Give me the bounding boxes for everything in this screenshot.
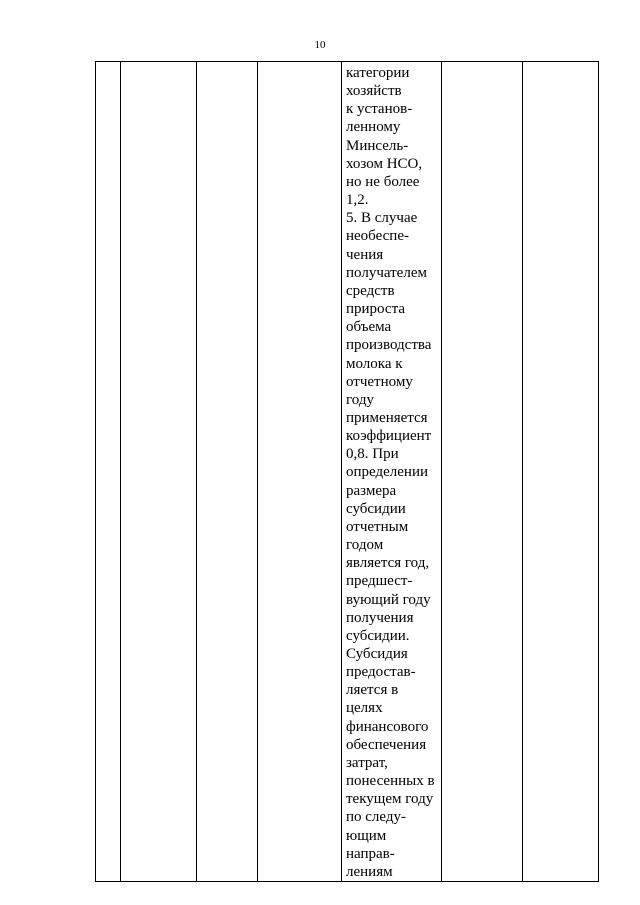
table-cell-col-7 bbox=[523, 62, 599, 882]
text-line: направ- bbox=[346, 845, 395, 862]
table-cell-col-4 bbox=[258, 62, 342, 882]
text-line: средств bbox=[346, 282, 395, 299]
table-cell-col-2 bbox=[121, 62, 197, 882]
text-line: хозом НСО, bbox=[346, 155, 423, 172]
text-line: производства bbox=[346, 337, 432, 354]
text-line: является год, bbox=[346, 555, 430, 572]
text-line: 0,8. При bbox=[346, 446, 399, 463]
page-number: 10 bbox=[314, 39, 326, 51]
text-line: субсидии bbox=[346, 500, 406, 517]
text-line: Минсель- bbox=[346, 137, 409, 154]
text-line: размера bbox=[346, 482, 397, 499]
text-line: затрат, bbox=[346, 754, 388, 771]
text-line: категории bbox=[346, 65, 410, 81]
text-line: чения bbox=[346, 246, 384, 263]
text-line: Субсидия bbox=[346, 646, 408, 662]
text-line: молока к bbox=[346, 355, 403, 372]
text-line: ющим bbox=[346, 827, 387, 844]
text-line: необеспе- bbox=[346, 228, 409, 245]
text-line: получателем bbox=[346, 264, 427, 281]
text-line: к установ- bbox=[346, 101, 413, 118]
text-line: обеспечения bbox=[346, 736, 427, 753]
text-line: 1,2. bbox=[346, 192, 369, 209]
text-line: предостав- bbox=[346, 664, 416, 681]
text-line: ленному bbox=[346, 119, 401, 136]
text-line: целях bbox=[346, 700, 383, 717]
text-line: годом bbox=[346, 537, 384, 554]
text-line: определении bbox=[346, 464, 429, 481]
text-line: вующий году bbox=[346, 591, 431, 608]
text-line: отчетным bbox=[346, 518, 409, 535]
text-line: году bbox=[346, 391, 374, 408]
text-line: применяется bbox=[346, 409, 428, 426]
condition-text bbox=[342, 62, 441, 881]
document-table bbox=[95, 61, 599, 882]
text-line: прироста bbox=[346, 301, 405, 318]
text-line: хозяйств bbox=[346, 83, 402, 100]
text-line: финансового bbox=[346, 718, 429, 735]
text-line: по следу- bbox=[346, 809, 407, 826]
text-line: отчетному bbox=[346, 373, 413, 390]
text-line: текущем году bbox=[346, 791, 434, 808]
text-line: ляется в bbox=[346, 682, 399, 699]
text-line: получения bbox=[346, 609, 414, 626]
table-cell-col-3 bbox=[197, 62, 258, 882]
text-line: субсидии. bbox=[346, 627, 410, 644]
text-line: объема bbox=[346, 319, 392, 336]
text-line: но не более bbox=[346, 173, 420, 190]
text-line: понесенных в bbox=[346, 773, 435, 790]
table-cell-col-6 bbox=[442, 62, 523, 882]
text-line: 5. В случае bbox=[346, 210, 418, 227]
table-cell-col-1 bbox=[96, 62, 121, 882]
table-row bbox=[96, 62, 599, 882]
text-line: лениям bbox=[346, 863, 393, 880]
text-line: коэффициент bbox=[346, 428, 432, 445]
text-line: предшест- bbox=[346, 573, 413, 590]
table-cell-col-5 bbox=[342, 62, 442, 882]
